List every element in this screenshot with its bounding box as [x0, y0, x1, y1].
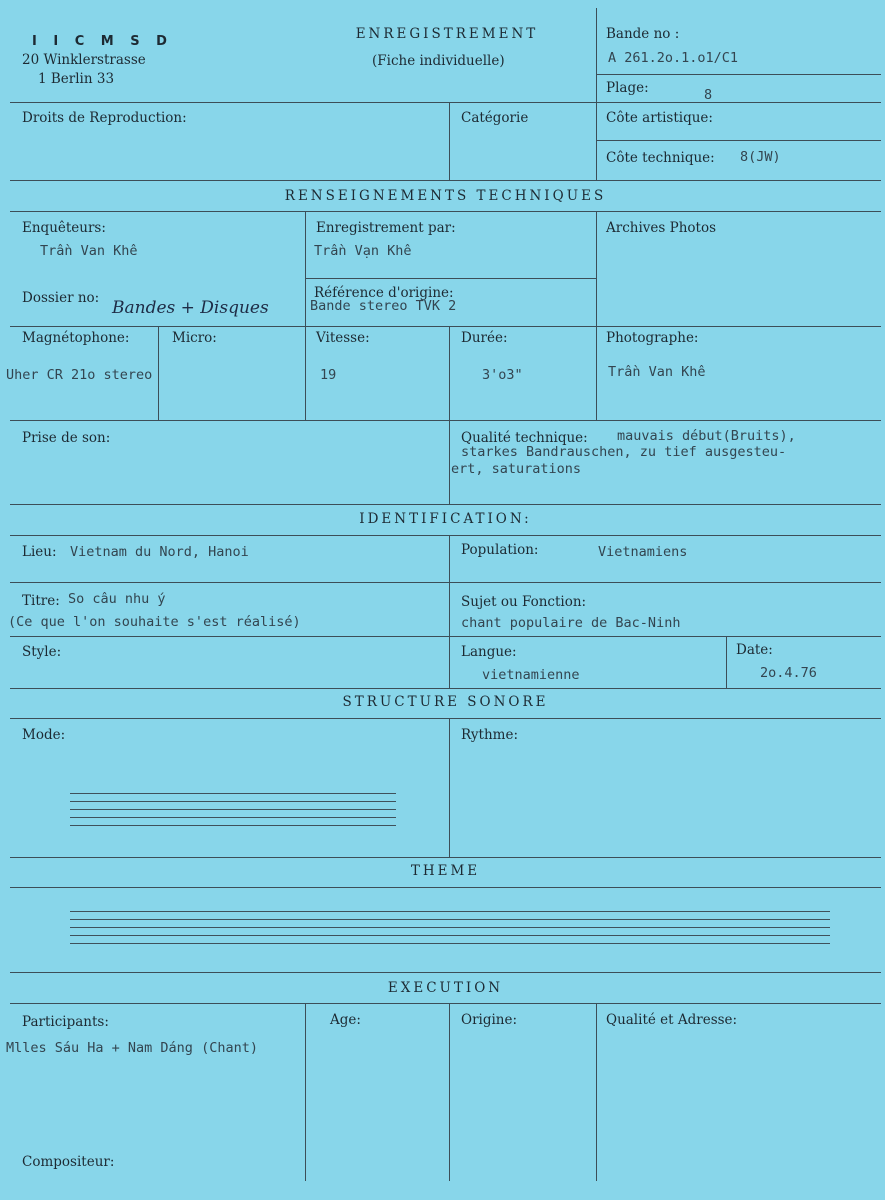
rule-dossier-bottom: [10, 326, 881, 327]
identification-section-title: IDENTIFICATION:: [359, 511, 532, 527]
prise-de-son-label: Prise de son:: [22, 430, 111, 446]
compositeur-label: Compositeur:: [22, 1154, 115, 1170]
reference-value: Bande stereo TVK 2: [310, 298, 457, 314]
langue-value: vietnamienne: [482, 667, 580, 683]
cote-technique-label: Côte technique:: [606, 150, 715, 166]
mode-blank-line: [70, 825, 396, 826]
rule-v-structure: [449, 718, 450, 857]
enregistrement-value: Trần Vạn Khê: [314, 243, 412, 259]
rule-header-bottom: [10, 102, 881, 103]
rule-execution-title-bottom: [10, 1003, 881, 1004]
population-value: Vietnamiens: [598, 544, 688, 560]
rule-v-categorie: [449, 102, 450, 180]
rule-v-age: [305, 1003, 306, 1181]
enqueteurs-label: Enquêteurs:: [22, 220, 106, 236]
langue-label: Langue:: [461, 644, 517, 660]
rule-cote-divider: [596, 140, 881, 141]
theme-blank-line: [70, 927, 830, 928]
rule-bande-bottom: [596, 74, 881, 75]
age-label: Age:: [330, 1012, 361, 1028]
rule-v-duree: [449, 326, 450, 420]
participants-value: Mlles Sáu Ha + Nam Dáng (Chant): [6, 1040, 258, 1056]
enqueteurs-value: Trần Van Khê: [40, 243, 138, 259]
rule-theme-bottom: [10, 972, 881, 973]
theme-section-title: THEME: [410, 863, 481, 879]
origine-label: Origine:: [461, 1012, 518, 1028]
rule-v-header: [596, 8, 597, 180]
duree-label: Durée:: [461, 330, 508, 346]
mode-blank-line: [70, 793, 396, 794]
rule-v-date: [726, 636, 727, 688]
date-label: Date:: [736, 642, 773, 658]
bande-value: A 261.2o.1.o1/C1: [608, 50, 739, 66]
participants-label: Participants:: [22, 1014, 109, 1030]
vitesse-label: Vitesse:: [316, 330, 370, 346]
population-label: Population:: [461, 542, 539, 558]
micro-label: Micro:: [172, 330, 217, 346]
rule-v-tech-right: [596, 211, 597, 420]
mode-blank-line: [70, 801, 396, 802]
rythme-label: Rythme:: [461, 727, 519, 743]
rule-vitesse-bottom: [10, 420, 881, 421]
rule-v-qualite: [449, 420, 450, 504]
date-value: 2o.4.76: [760, 665, 817, 681]
titre-value: So câu nhu ý: [68, 591, 166, 607]
rule-rights-bottom: [10, 180, 881, 181]
droits-label: Droits de Reproduction:: [22, 110, 187, 126]
qualite-technique-label: Qualité technique:: [461, 430, 588, 446]
rule-style-bottom: [10, 688, 881, 689]
dossier-label: Dossier no:: [22, 290, 100, 306]
vitesse-value: 19: [320, 367, 337, 383]
bande-label: Bande no :: [606, 26, 680, 42]
mode-label: Mode:: [22, 727, 66, 743]
archives-photos-label: Archives Photos: [606, 220, 716, 236]
form-title: ENREGISTREMENT: [355, 26, 539, 42]
theme-blank-line: [70, 935, 830, 936]
titre-label: Titre:: [22, 593, 60, 609]
structure-section-title: STRUCTURE SONORE: [342, 694, 549, 710]
qualite-adresse-label: Qualité et Adresse:: [606, 1012, 738, 1028]
sujet-value: chant populaire de Bac-Ninh: [461, 615, 681, 631]
rule-v-origine: [449, 1003, 450, 1181]
tech-section-title: RENSEIGNEMENTS TECHNIQUES: [284, 188, 607, 204]
theme-blank-line: [70, 911, 830, 912]
qualite-technique-line1: mauvais début(Bruits),: [617, 428, 796, 444]
theme-blank-line: [70, 943, 830, 944]
sujet-label: Sujet ou Fonction:: [461, 594, 587, 610]
lieu-label: Lieu:: [22, 544, 57, 560]
rule-v-tech-left: [305, 211, 306, 420]
rule-structure-title-bottom: [10, 718, 881, 719]
org-street: 20 Winklerstrasse: [22, 52, 146, 68]
magnetophone-value: Uher CR 21o stereo: [6, 367, 153, 383]
theme-blank-line: [70, 919, 830, 920]
magnetophone-label: Magnétophone:: [22, 330, 130, 346]
rule-ident-title-bottom: [10, 535, 881, 536]
cote-technique-value: 8(JW): [740, 149, 781, 165]
categorie-label: Catégorie: [461, 110, 529, 126]
photographe-value: Trần Van Khê: [608, 364, 706, 380]
execution-section-title: EXECUTION: [387, 980, 504, 996]
mode-blank-line: [70, 809, 396, 810]
rule-v-ident: [449, 535, 450, 688]
style-label: Style:: [22, 644, 62, 660]
org-name: I I C M S D: [32, 34, 173, 49]
rule-prise-bottom: [10, 504, 881, 505]
rule-titre-bottom: [10, 636, 881, 637]
org-city: 1 Berlin 33: [38, 71, 115, 87]
photographe-label: Photographe:: [606, 330, 699, 346]
titre-translation: (Ce que l'on souhaite s'est réalisé): [8, 614, 301, 630]
qualite-technique-line3: ert, saturations: [451, 461, 582, 477]
rule-v-qualite-adresse: [596, 1003, 597, 1181]
rule-structure-bottom: [10, 857, 881, 858]
rule-lieu-bottom: [10, 582, 881, 583]
rule-tech-title-bottom: [10, 211, 881, 212]
dossier-value-handwritten: Bandes + Disques: [112, 298, 269, 318]
lieu-value: Vietnam du Nord, Hanoi: [70, 544, 249, 560]
plage-value: 8: [704, 87, 713, 103]
qualite-technique-line2: starkes Bandrauschen, zu tief ausgesteu-: [461, 444, 787, 460]
enregistrement-label: Enregistrement par:: [316, 220, 456, 236]
reference-label: Référence d'origine:: [314, 285, 454, 301]
mode-blank-line: [70, 817, 396, 818]
form-subtitle: (Fiche individuelle): [372, 53, 505, 69]
rule-theme-title-bottom: [10, 887, 881, 888]
duree-value: 3'o3": [482, 367, 523, 383]
cote-artistique-label: Côte artistique:: [606, 110, 713, 126]
rule-enregistrement-bottom: [305, 278, 597, 279]
rule-v-micro: [158, 326, 159, 420]
plage-label: Plage:: [606, 80, 649, 96]
